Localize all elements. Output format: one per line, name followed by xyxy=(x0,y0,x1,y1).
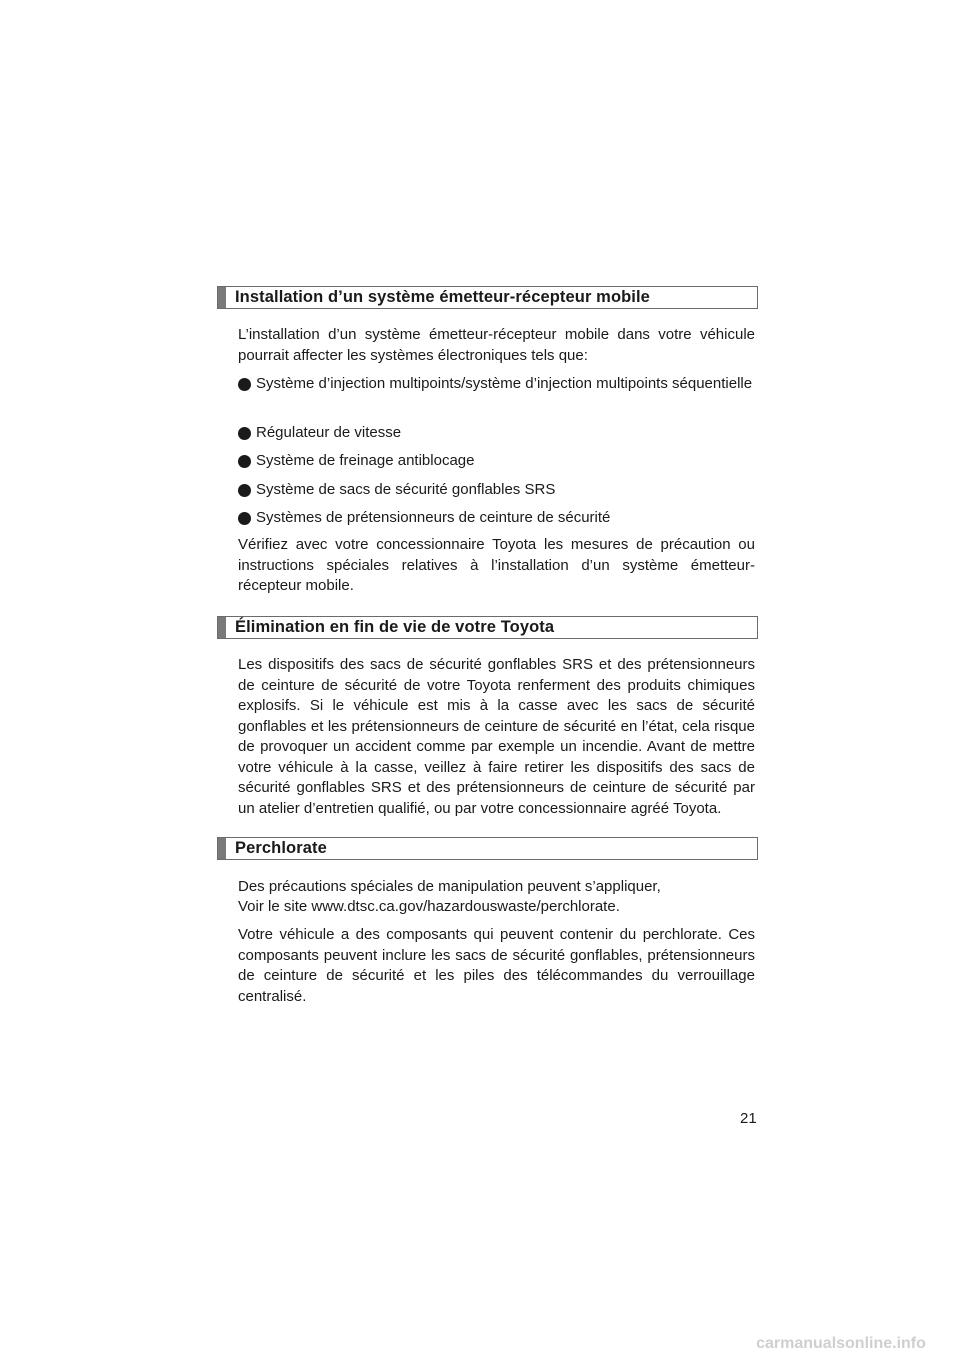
section-heading-perchlorate xyxy=(217,837,758,860)
bullet-item xyxy=(238,480,755,501)
bullet-item xyxy=(238,423,755,444)
installation-outro: Vérifiez avec votre concessionnaire Toyota les mesures de précaution ou instructions spéciales relatives à l’installation d’un système émetteur-récepteur mobile. xyxy=(238,536,755,594)
section-heading-elimination xyxy=(217,616,758,639)
installation-intro: L’installation d’un système émetteur-récepteur mobile dans votre véhicule pourrait affecter les systèmes électroniques tels que: xyxy=(238,326,755,364)
bullet-dot-icon xyxy=(238,378,251,391)
elimination-body: Les dispositifs des sacs de sécurité gonflables SRS et des prétensionneurs de ceinture de sécurité de votre Toyota renferment des produits chimiques explosifs. Si le véhicule est mis à la casse avec les sacs de sécurité gonflables et les prétensionneurs de ceinture de sécurité en l’état, cela risque de provoquer un accident comme par exemple un incendie. Avant de mettre votre véhicule à la casse, veillez à faire retirer les dispositifs des sacs de sécurité gonflables SRS et des prétensionneurs de ceinture de sécurité par un atelier d’entretien qualifié, ou par votre concessionnaire agréé Toyota. xyxy=(238,656,755,817)
perchlorate-line-2: Voir le site www.dtsc.ca.gov/hazardouswaste/perchlorate. xyxy=(238,898,620,915)
section-title-installation: Installation d’un système émetteur-récepteur mobile xyxy=(235,288,650,306)
perchlorate-line-1: Des précautions spéciales de manipulation peuvent s’appliquer, xyxy=(238,878,661,895)
watermark: carmanualsonline.info xyxy=(722,1330,960,1358)
heading-accent-bar xyxy=(218,617,226,638)
section-title-elimination: Élimination en fin de vie de votre Toyota xyxy=(235,618,555,636)
bullet-text: Systèmes de prétensionneurs de ceinture de sécurité xyxy=(256,509,611,526)
bullet-item xyxy=(238,508,755,529)
bullet-text: Système de sacs de sécurité gonflables SRS xyxy=(256,481,556,498)
bullet-text: Système d’injection multipoints/système d’injection multipoints séquentielle xyxy=(256,375,753,392)
perchlorate-body: Votre véhicule a des composants qui peuvent contenir du perchlorate. Ces composants peuvent inclure les sacs de sécurité gonflables, prétensionneurs de ceinture de sécurité et les piles des télécommandes du verrouillage centralisé. xyxy=(238,926,755,1005)
bullet-dot-icon xyxy=(238,455,251,468)
bullet-dot-icon xyxy=(238,427,251,440)
bullet-item xyxy=(238,451,755,472)
bullet-dot-icon xyxy=(238,484,251,497)
page-number: 21 xyxy=(740,1110,757,1127)
bullet-text: Système de freinage antiblocage xyxy=(256,452,475,469)
heading-accent-bar xyxy=(218,838,226,859)
bullet-dot-icon xyxy=(238,512,251,525)
section-heading-installation xyxy=(217,286,758,309)
bullet-text: Régulateur de vitesse xyxy=(256,424,402,441)
bullet-item xyxy=(238,374,755,395)
heading-accent-bar xyxy=(218,287,226,308)
section-title-perchlorate: Perchlorate xyxy=(235,839,327,857)
